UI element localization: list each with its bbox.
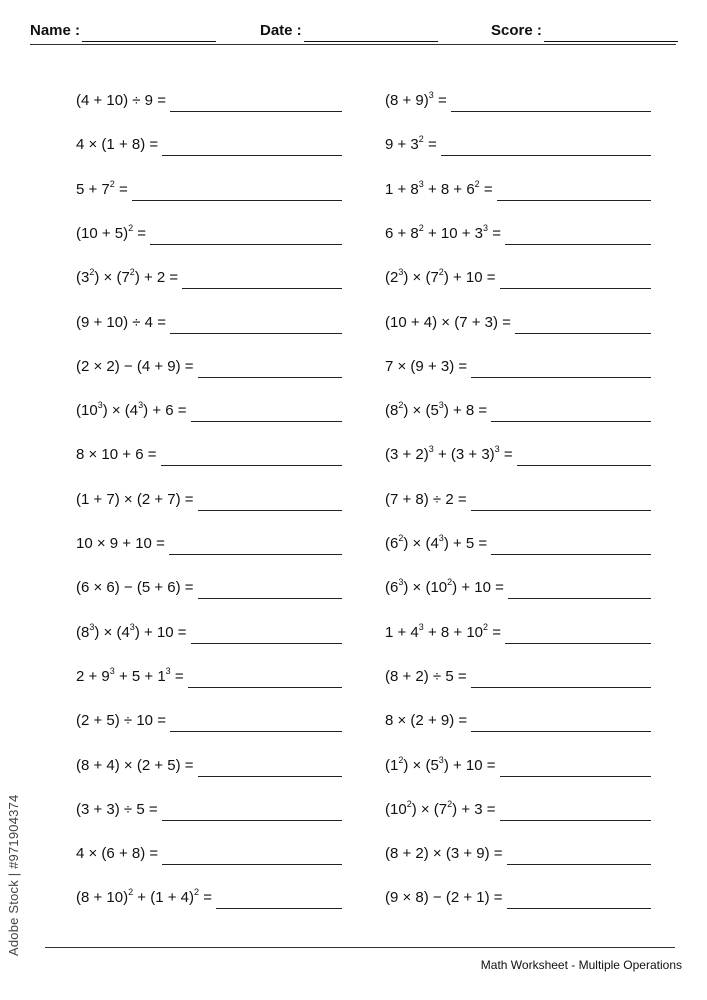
problem-row bbox=[385, 128, 653, 156]
exponent: 2 bbox=[483, 621, 489, 632]
exponent: 3 bbox=[97, 400, 103, 411]
score-field bbox=[491, 20, 678, 42]
answer-line[interactable] bbox=[500, 272, 651, 289]
problem-expression: 4 × (1 + 8) = bbox=[76, 136, 159, 154]
exponent: 2 bbox=[398, 533, 404, 543]
exponent: 2 bbox=[438, 267, 444, 278]
header-divider bbox=[30, 44, 676, 45]
worksheet-footer-title: Math Worksheet - Multiple Operations bbox=[480, 958, 682, 972]
answer-line[interactable] bbox=[162, 804, 342, 821]
problem-row bbox=[76, 306, 344, 334]
problem-expression: $(10 + 5)^2$ = bbox=[76, 222, 147, 242]
problem-row bbox=[385, 881, 653, 909]
problem-row bbox=[76, 571, 344, 599]
answer-line[interactable] bbox=[451, 95, 651, 112]
problem-expression: $(8^2) \times (5^3) + 8$ = bbox=[385, 400, 488, 420]
answer-line[interactable] bbox=[191, 627, 342, 644]
exponent: 2 bbox=[418, 222, 424, 233]
problem-row bbox=[385, 261, 653, 289]
problem-expression: $6 + 8^2 + 10 + 3^3$ = bbox=[385, 222, 501, 242]
problem-row bbox=[76, 350, 344, 378]
problem-expression: (10 + 4) × (7 + 3) = bbox=[385, 313, 511, 331]
problem-expression: (4 + 10) ÷ 9 = bbox=[76, 92, 166, 109]
exponent: 3 bbox=[138, 400, 144, 411]
problem-row bbox=[76, 793, 344, 821]
exponent: 3 bbox=[418, 178, 424, 189]
answer-line[interactable] bbox=[508, 582, 651, 599]
exponent: 3 bbox=[438, 754, 444, 765]
answer-line[interactable] bbox=[169, 538, 342, 555]
problem-row bbox=[385, 438, 653, 466]
exponent: 2 bbox=[128, 887, 134, 898]
exponent: 3 bbox=[165, 665, 171, 676]
answer-line[interactable] bbox=[491, 405, 651, 422]
name-field bbox=[30, 20, 216, 42]
exponent: 2 bbox=[447, 577, 453, 588]
problem-expression: $(2^3) \times (7^2) + 10$ = bbox=[385, 267, 496, 287]
answer-line[interactable] bbox=[191, 405, 342, 422]
answer-line[interactable] bbox=[491, 538, 651, 555]
problem-row bbox=[385, 173, 653, 201]
answer-line[interactable] bbox=[182, 272, 342, 289]
exponent: 3 bbox=[418, 621, 424, 632]
problem-row bbox=[385, 394, 653, 422]
answer-line[interactable] bbox=[505, 627, 651, 644]
answer-line[interactable] bbox=[162, 139, 342, 156]
exponent: 3 bbox=[428, 90, 434, 100]
answer-line[interactable] bbox=[497, 184, 651, 201]
date-field bbox=[260, 20, 438, 42]
exponent: 2 bbox=[194, 887, 200, 898]
exponent: 3 bbox=[494, 444, 500, 455]
answer-line[interactable] bbox=[216, 892, 342, 909]
exponent: 2 bbox=[398, 754, 404, 765]
score-input-line[interactable] bbox=[544, 23, 678, 42]
problem-row bbox=[76, 616, 344, 644]
answer-line[interactable] bbox=[471, 494, 651, 511]
problem-expression: (8 + 2) × (3 + 9) = bbox=[385, 845, 503, 863]
problem-row bbox=[76, 837, 344, 865]
problem-expression: 7 × (9 + 3) = bbox=[385, 357, 468, 375]
name-label: Name : bbox=[30, 22, 81, 39]
problem-row bbox=[385, 217, 653, 245]
date-input-line[interactable] bbox=[304, 23, 438, 42]
answer-line[interactable] bbox=[441, 139, 651, 156]
exponent: 3 bbox=[438, 533, 444, 543]
answer-line[interactable] bbox=[150, 228, 342, 245]
problem-row bbox=[385, 704, 653, 732]
problem-expression: $(6^3) \times (10^2) + 10$ = bbox=[385, 577, 504, 597]
problem-expression: $(10^3) \times (4^3) + 6$ = bbox=[76, 400, 187, 420]
problem-row bbox=[385, 793, 653, 821]
answer-line[interactable] bbox=[198, 760, 342, 777]
exponent: 3 bbox=[438, 400, 444, 411]
exponent: 3 bbox=[89, 621, 95, 632]
problem-row bbox=[385, 749, 653, 777]
answer-line[interactable] bbox=[170, 317, 342, 334]
problem-expression: 10 × 9 + 10 = bbox=[76, 535, 165, 552]
name-input-line[interactable] bbox=[82, 23, 216, 42]
answer-line[interactable] bbox=[132, 184, 342, 201]
exponent: 2 bbox=[128, 222, 134, 233]
problem-row bbox=[385, 571, 653, 599]
problem-row bbox=[385, 306, 653, 334]
problem-expression: (7 + 8) ÷ 2 = bbox=[385, 490, 467, 508]
problem-row bbox=[76, 527, 344, 555]
exponent: 2 bbox=[89, 267, 95, 278]
problem-row bbox=[385, 84, 653, 112]
problem-row bbox=[76, 704, 344, 732]
answer-line[interactable] bbox=[500, 760, 651, 777]
answer-line[interactable] bbox=[161, 449, 343, 466]
problem-expression: (3 + 3) ÷ 5 = bbox=[76, 800, 158, 818]
date-label: Date : bbox=[260, 22, 302, 39]
answer-line[interactable] bbox=[505, 228, 651, 245]
problem-expression: (8 + 2) ÷ 5 = bbox=[385, 667, 467, 685]
problem-expression: (9 + 10) ÷ 4 = bbox=[76, 313, 166, 331]
problem-expression: 4 × (6 + 8) = bbox=[76, 845, 159, 863]
problem-expression: 8 × (2 + 9) = bbox=[385, 712, 468, 730]
answer-line[interactable] bbox=[517, 449, 651, 466]
answer-line[interactable] bbox=[500, 804, 651, 821]
problem-expression: $9 + 3^2$ = bbox=[385, 134, 437, 154]
exponent: 2 bbox=[398, 400, 404, 411]
problem-expression: (8 + 4) × (2 + 5) = bbox=[76, 756, 194, 774]
problem-expression: $(3 + 2)^3 + (3 + 3)^3$ = bbox=[385, 444, 513, 464]
problem-expression: $(6^2) \times (4^3) + 5$ = bbox=[385, 533, 488, 552]
problem-expression: (6 × 6) − (5 + 6) = bbox=[76, 579, 194, 597]
problem-expression: $1 + 4^3 + 8 + 10^2$ = bbox=[385, 621, 501, 641]
answer-line[interactable] bbox=[198, 582, 342, 599]
problem-expression: (2 + 5) ÷ 10 = bbox=[76, 712, 166, 730]
exponent: 3 bbox=[428, 444, 434, 455]
exponent: 3 bbox=[109, 665, 115, 676]
problem-expression: $(1^2) \times (5^3) + 10$ = bbox=[385, 754, 496, 774]
answer-line[interactable] bbox=[515, 317, 651, 334]
problem-row bbox=[76, 660, 344, 688]
answer-line[interactable] bbox=[162, 848, 342, 865]
answer-line[interactable] bbox=[198, 494, 342, 511]
problem-row bbox=[76, 173, 344, 201]
problem-row bbox=[385, 350, 653, 378]
answer-line[interactable] bbox=[507, 848, 651, 865]
problem-expression: $(3^2) \times (7^2) + 2$ = bbox=[76, 267, 179, 287]
problem-expression: $2 + 9^3 + 5 + 1^3$ = bbox=[76, 665, 184, 685]
problem-row bbox=[385, 483, 653, 511]
problem-row bbox=[76, 261, 344, 289]
answer-line[interactable] bbox=[170, 95, 342, 112]
answer-line[interactable] bbox=[471, 361, 651, 378]
problem-row bbox=[385, 616, 653, 644]
problem-expression: $5 + 7^2$ = bbox=[76, 178, 128, 198]
answer-line[interactable] bbox=[471, 715, 651, 732]
problem-row bbox=[76, 394, 344, 422]
problem-row bbox=[76, 881, 344, 909]
exponent: 3 bbox=[483, 222, 489, 233]
exponent: 3 bbox=[398, 577, 404, 588]
problem-expression: (1 + 7) × (2 + 7) = bbox=[76, 490, 194, 508]
problem-row bbox=[76, 749, 344, 777]
problem-expression: (9 × 8) − (2 + 1) = bbox=[385, 889, 503, 907]
answer-line[interactable] bbox=[188, 671, 342, 688]
problem-row bbox=[385, 837, 653, 865]
exponent: 2 bbox=[418, 134, 424, 145]
problem-row bbox=[76, 128, 344, 156]
score-label: Score : bbox=[491, 22, 542, 39]
exponent: 3 bbox=[398, 267, 404, 278]
answer-line[interactable] bbox=[471, 671, 651, 688]
exponent: 2 bbox=[129, 267, 135, 278]
answer-line[interactable] bbox=[170, 715, 342, 732]
problem-row bbox=[76, 483, 344, 511]
problem-row bbox=[385, 660, 653, 688]
exponent: 2 bbox=[447, 798, 453, 809]
footer-divider bbox=[45, 947, 675, 948]
problem-row bbox=[385, 527, 653, 555]
exponent: 2 bbox=[109, 178, 115, 189]
problem-row bbox=[76, 438, 344, 466]
stock-watermark: Adobe Stock | #971904374 bbox=[6, 794, 21, 956]
problem-expression: $(10^2) \times (7^2) + 3$ = bbox=[385, 798, 496, 818]
problem-row bbox=[76, 84, 344, 112]
exponent: 3 bbox=[129, 621, 135, 632]
problem-row bbox=[76, 217, 344, 245]
problem-expression: $(8 + 10)^2 + (1 + 4)^2$ = bbox=[76, 887, 212, 907]
answer-line[interactable] bbox=[507, 892, 651, 909]
problem-expression: $1 + 8^3 + 8 + 6^2$ = bbox=[385, 178, 493, 198]
answer-line[interactable] bbox=[198, 361, 342, 378]
exponent: 2 bbox=[406, 798, 412, 809]
problem-expression: 8 × 10 + 6 = bbox=[76, 446, 157, 464]
problem-expression: $(8^3) \times (4^3) + 10$ = bbox=[76, 621, 187, 641]
exponent: 2 bbox=[474, 178, 480, 189]
problem-expression: $(8 + 9)^3$ = bbox=[385, 90, 447, 109]
problem-expression: (2 × 2) − (4 + 9) = bbox=[76, 357, 194, 375]
